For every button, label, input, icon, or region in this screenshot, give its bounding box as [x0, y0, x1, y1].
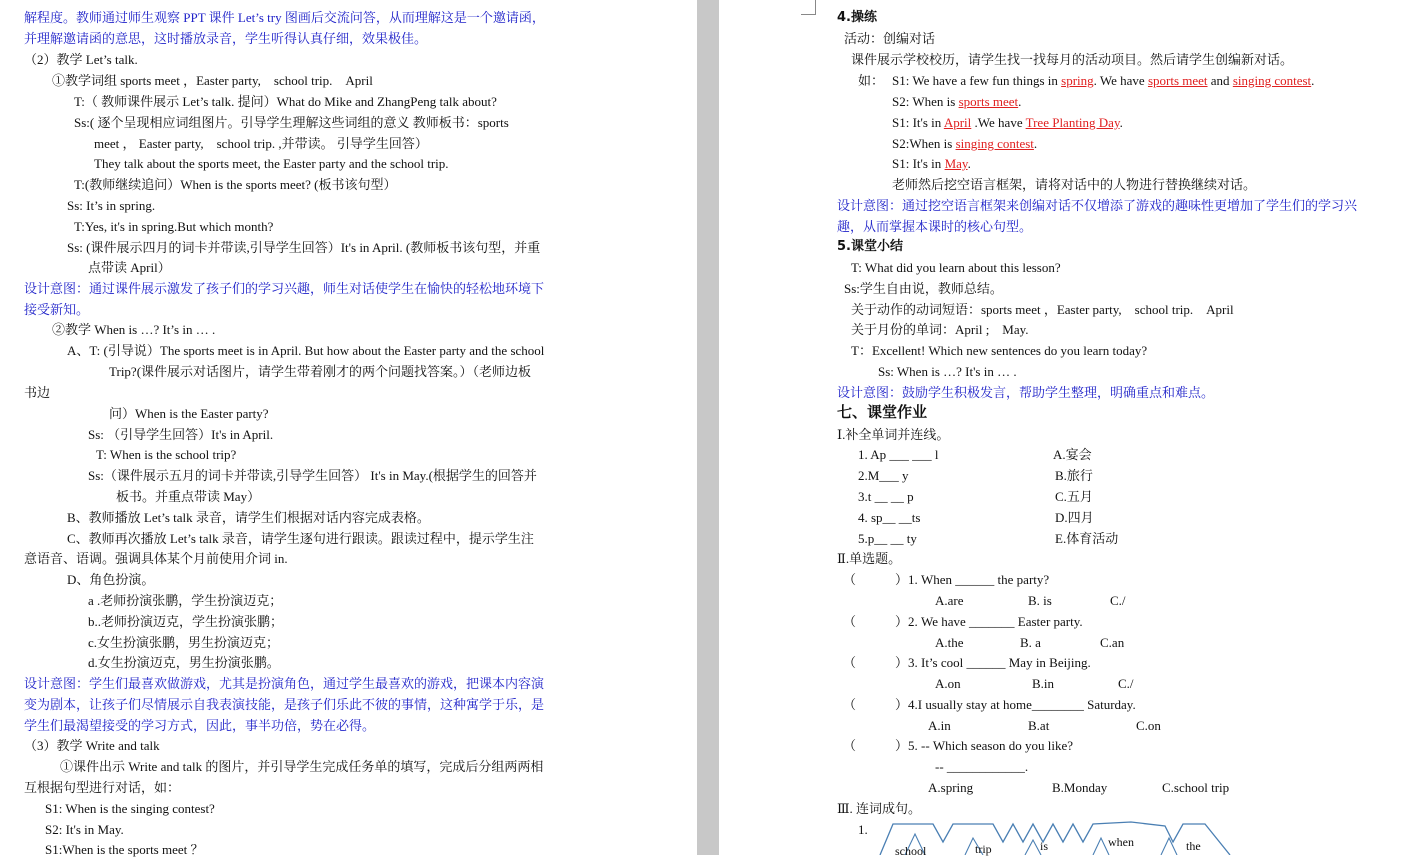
right-text-line: 如：	[858, 73, 885, 88]
word-card: when	[1108, 835, 1134, 849]
left-text-line: T:Yes, it's in spring.But which month?	[74, 219, 274, 234]
left-text-line: meet ， Easter party, school trip. ,并带读。 引导学生回答）	[94, 136, 428, 151]
left-text-line: b..老师扮演迈克，学生扮演张鹏；	[88, 614, 284, 629]
word-cards-diagram	[875, 812, 1235, 855]
left-text-line: S1:When is the sports meet ？	[45, 842, 204, 857]
word-card: school	[895, 844, 927, 858]
left-text-line: Ss:（课件展示五月的词卡并带读,引导学生回答） It's in May.(根据学生的回答并	[88, 468, 537, 483]
right-text-line: 4. sp__ __ts	[858, 510, 921, 525]
left-text-line: ②教学 When is …? It’s in … .	[52, 322, 216, 337]
left-text-line: D、角色扮演。	[67, 572, 155, 587]
dialogue-line: S1: It's in April .We have Tree Planting Day.	[892, 115, 1123, 130]
left-text-line: （3）教学 Write and talk	[24, 738, 160, 753]
left-text-line: Ss: It’s in spring.	[67, 198, 156, 213]
right-text-line: A.the	[935, 635, 964, 650]
left-text-line: 变为剧本，让孩子们尽情展示自我表演技能，是孩子们乐此不彼的事情，这种寓学于乐，是	[24, 697, 545, 712]
right-text-line: 活动：创编对话	[844, 31, 936, 46]
right-text-line: D.四月	[1055, 510, 1094, 525]
right-text-line: C./	[1110, 593, 1126, 608]
right-text-line: Ⅱ.单选题。	[837, 551, 902, 566]
left-text-line: 问）When is the Easter party?	[109, 406, 269, 421]
left-text-line: Ss: (课件展示四月的词卡并带读,引导学生回答）It's in April. (教师板书该句型，并重	[67, 240, 541, 255]
heading-homework: 七、课堂作业	[837, 403, 928, 421]
right-text-line: A.宴会	[1053, 447, 1092, 462]
left-text-line: 点带读 April）	[88, 260, 171, 275]
right-text-line: C.school trip	[1162, 780, 1230, 795]
left-text-line: 书边	[24, 385, 51, 400]
left-text-line: 意语音、语调。强调具体某个月前使用介词 in.	[24, 551, 288, 566]
left-text-line: ①课件出示 Write and talk 的图片，并引导学生完成任务单的填写，完成后分组两两相	[60, 759, 544, 774]
heading-practice: 4.操练	[837, 10, 877, 25]
left-text-line: c.女生扮演张鹏，男生扮演迈克；	[88, 635, 280, 650]
right-text-line: （ ）3. It’s cool ______ May in Beijing.	[843, 655, 1091, 670]
right-text-line: 关于月份的单词：April ; May.	[851, 322, 1029, 337]
left-text-line: d.女生扮演迈克，男生扮演张鹏。	[88, 655, 280, 670]
right-text-line: B.Monday	[1052, 780, 1108, 795]
left-text-line: 设计意图：学生们最喜欢做游戏，尤其是扮演角色，通过学生最喜欢的游戏，把课本内容演	[24, 676, 545, 691]
left-text-line: 解程度。教师通过师生观察 PPT 课件 Let’s try 图画后交流问答，从而理解这是一个邀请函，	[24, 10, 545, 25]
left-text-line: 板书。并重点带读 May）	[116, 489, 261, 504]
right-text-line: Ⅰ.补全单词并连线。	[837, 427, 950, 442]
right-text-line: A.in	[928, 718, 951, 733]
right-text-line: E.体育活动	[1055, 531, 1119, 546]
dialogue-line: S2:When is singing contest.	[892, 136, 1038, 151]
right-text-line: 趣，从而掌握本课时的核心句型。	[837, 219, 1033, 234]
right-text-line: A.spring	[928, 780, 974, 795]
right-text-line: Ss:学生自由说，教师总结。	[844, 281, 1003, 296]
left-text-line: ①教学词组 sports meet ，Easter party, school trip. April	[52, 73, 373, 88]
left-text-line: S1: When is the singing contest?	[45, 801, 215, 816]
right-text-line: 1.	[858, 822, 868, 837]
page-gutter	[697, 0, 719, 855]
right-text-line: 3.t __ __ p	[858, 489, 914, 504]
right-text-line: B.in	[1032, 676, 1055, 691]
right-text-line: 5.p__ __ ty	[858, 531, 917, 546]
left-text-line: 互根据句型进行对话，如：	[24, 780, 181, 795]
right-text-line: C.on	[1136, 718, 1161, 733]
left-text-line: A、T: (引导说）The sports meet is in April. But how about the Easter party and the school	[67, 343, 545, 358]
right-text-line: 设计意图：通过挖空语言框架来创编对话不仅增添了游戏的趣味性更增加了学生们的学习兴	[837, 198, 1358, 213]
right-text-line: C.an	[1100, 635, 1125, 650]
right-text-line: 设计意图：鼓励学生积极发言，帮助学生整理，明确重点和难点。	[837, 385, 1215, 400]
left-text-line: 设计意图：通过课件展示激发了孩子们的学习兴趣，师生对话使学生在愉快的轻松地环境下	[24, 281, 545, 296]
page-corner-mark	[801, 0, 816, 15]
right-text-line: B. is	[1028, 593, 1052, 608]
word-card: trip	[975, 842, 992, 856]
right-text-line: B.旅行	[1055, 468, 1093, 483]
left-text-line: T:（ 教师课件展示 Let’s talk. 提问）What do Mike and ZhangPeng talk about?	[74, 94, 497, 109]
right-text-line: A.are	[935, 593, 964, 608]
right-text-line: T：Excellent! Which new sentences do you learn today?	[851, 343, 1148, 358]
left-text-line: They talk about the sports meet, the Easter party and the school trip.	[94, 156, 449, 171]
left-text-line: a .老师扮演张鹏，学生扮演迈克；	[88, 593, 283, 608]
left-text-line: B、教师播放 Let’s talk 录音，请学生们根据对话内容完成表格。	[67, 510, 430, 525]
right-text-line: Ⅲ. 连词成句。	[837, 801, 922, 816]
right-text-line: Ss: When is …? It's in … .	[878, 364, 1017, 379]
right-text-line: T: What did you learn about this lesson?	[851, 260, 1061, 275]
left-text-line: Ss:( 逐个呈现相应词组图片。引导学生理解这些词组的意义 教师板书：sports	[74, 115, 509, 130]
right-text-line: A.on	[935, 676, 961, 691]
right-text-line: 关于动作的动词短语：sports meet ，Easter party, school trip. April	[851, 302, 1234, 317]
right-text-line: （ ）5. -- Which season do you like?	[843, 738, 1073, 753]
dialogue-line-1: S1: We have a few fun things in spring. We have sports meet and singing contest.	[892, 73, 1315, 88]
right-text-line: C./	[1118, 676, 1134, 691]
right-text-line: （ ）2. We have _______ Easter party.	[843, 614, 1083, 629]
left-text-line: C、教师再次播放 Let’s talk 录音，请学生逐句进行跟读。跟读过程中，提示学生注	[67, 531, 534, 546]
dialogue-line-2: S2: When is sports meet.	[892, 94, 1022, 109]
right-text-line: -- ____________.	[935, 759, 1029, 774]
right-text-line: （ ）1. When ______ the party?	[843, 572, 1050, 587]
right-text-line: B.at	[1028, 718, 1050, 733]
dialogue-line: S1: It's in May.	[892, 156, 971, 171]
left-text-line: Ss: （引导学生回答）It's in April.	[88, 427, 274, 442]
word-card: is	[1040, 839, 1049, 853]
left-text-line: 并理解邀请函的意思，这时播放录音，学生听得认真仔细，效果极佳。	[24, 31, 428, 46]
right-text-line: C.五月	[1055, 489, 1093, 504]
right-text-line: B. a	[1020, 635, 1041, 650]
heading-summary: 5.课堂小结	[837, 239, 903, 254]
left-text-line: 学生们最渴望接受的学习方式，因此，事半功倍，势在必得。	[24, 718, 376, 733]
right-text-line: 2.M___ y	[858, 468, 909, 483]
left-text-line: 接受新知。	[24, 302, 90, 317]
left-text-line: S2: It's in May.	[45, 822, 124, 837]
right-text-line: 老师然后挖空语言框架，请将对话中的人物进行替换继续对话。	[892, 177, 1257, 192]
left-text-line: T:(教师继续追问）When is the sports meet? (板书该句型）	[74, 177, 397, 192]
left-text-line: （2）教学 Let’s talk.	[24, 52, 138, 67]
right-text-line: （ ）4.I usually stay at home________ Saturday.	[843, 697, 1136, 712]
left-text-line: T: When is the school trip?	[96, 447, 237, 462]
right-text-line: 1. Ap ___ ___ l	[858, 447, 939, 462]
right-text-line: 课件展示学校校历，请学生找一找每月的活动项目。然后请学生创编新对话。	[851, 52, 1294, 67]
word-card: the	[1186, 839, 1201, 853]
left-text-line: Trip?(课件展示对话图片，请学生带着刚才的两个问题找答案。）（老师边板	[109, 364, 532, 379]
